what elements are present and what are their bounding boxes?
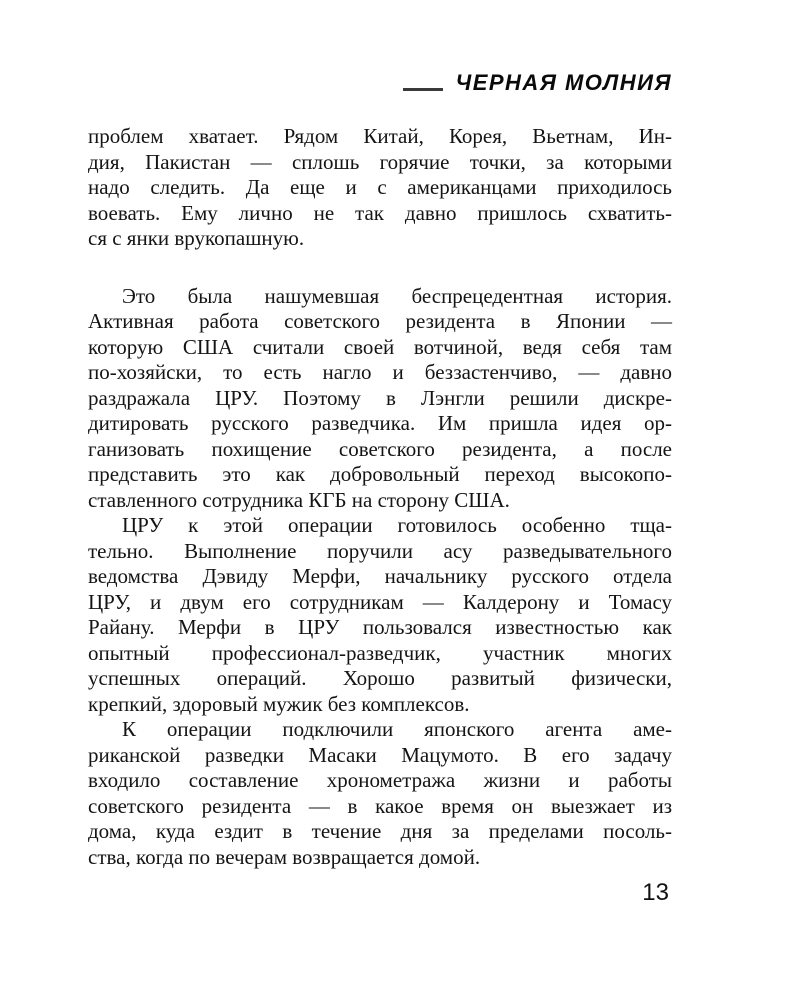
- page-number: 13: [642, 879, 669, 906]
- text-line: воевать. Ему лично не так давно пришлось схватить-: [88, 200, 672, 225]
- text-line: входило составление хронометража жизни и работы: [88, 768, 672, 792]
- paragraph: [88, 717, 672, 870]
- text-line: тельно. Выполнение поручили асу разведывательного: [88, 538, 672, 563]
- text-line: Это была нашумевшая беспрецедентная история.: [122, 283, 672, 308]
- text-line: крепкий, здоровый мужик без комплексов.: [88, 691, 470, 716]
- text-line: риканской разведки Масаки Мацумото. В его задачу: [88, 742, 672, 767]
- running-head: [403, 70, 672, 96]
- text-line: опытный профессионал-разведчик, участник многих: [88, 640, 672, 665]
- text-line: К операции подключили японского агента аме-: [122, 717, 672, 741]
- text-line: успешных операций. Хорошо развитый физически,: [88, 666, 672, 690]
- paragraph: [88, 284, 672, 514]
- text-line: проблем хватает. Рядом Китай, Корея, Вьетнам, Ин-: [88, 124, 672, 148]
- text-line: дия, Пакистан — сплошь горячие точки, за которыми: [88, 149, 672, 174]
- book-title: ЧЕРНАЯ МОЛНИЯ: [455, 70, 672, 95]
- text-line: по-хозяйски, то есть нагло и беззастенчиво, — давно: [88, 360, 672, 384]
- text-line: представить это как добровольный переход высокопо-: [88, 462, 672, 486]
- text-line: Райану. Мерфи в ЦРУ пользовался известностью как: [88, 615, 672, 639]
- text-line: ства, когда по вечерам возвращается домой.: [88, 844, 481, 869]
- text-line: советского резидента — в какое время он выезжает из: [88, 793, 672, 818]
- text-line: дома, куда ездит в течение дня за пределами посоль-: [88, 819, 672, 843]
- text-line: дитировать русского разведчика. Им пришла идея ор-: [88, 411, 672, 435]
- text-line: ставленного сотрудника КГБ на сторону США.: [88, 487, 510, 512]
- text-line: Активная работа советского резидента в Японии —: [88, 309, 672, 333]
- text-line: ся с янки врукопашную.: [88, 226, 305, 250]
- header-rule: [403, 88, 443, 91]
- text-line: надо следить. Да еще и с американцами приходилось: [88, 175, 672, 199]
- text-line: ганизовать похищение советского резидента, а после: [88, 436, 672, 461]
- page-body: [88, 124, 672, 870]
- text-line: ЦРУ к этой операции готовилось особенно тща-: [122, 513, 672, 537]
- paragraph: [88, 513, 672, 717]
- text-line: раздражала ЦРУ. Поэтому в Лэнгли решили дискре-: [88, 385, 672, 410]
- text-line: ЦРУ, и двум его сотрудникам — Калдерону и Томасу: [88, 589, 672, 614]
- text-line: которую США считали своей вотчиной, ведя себя там: [88, 334, 672, 359]
- text-line: ведомства Дэвиду Мерфи, начальнику русского отдела: [88, 564, 672, 588]
- paragraph: [88, 124, 672, 252]
